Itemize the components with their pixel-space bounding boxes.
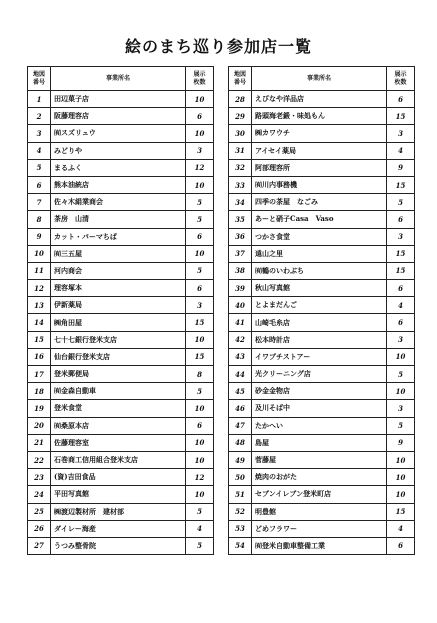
map-number-cell: 23 xyxy=(28,469,51,486)
display-count-cell: 15 xyxy=(186,314,214,331)
business-name-cell: 阪藤理容店 xyxy=(51,108,186,125)
table-row xyxy=(229,383,415,400)
display-count-cell: 3 xyxy=(387,228,415,245)
header-map-no-line1: 地図 xyxy=(32,70,45,78)
map-number-cell: 31 xyxy=(229,142,252,159)
table-row xyxy=(28,486,214,503)
display-count-cell: 9 xyxy=(387,159,415,176)
display-count-cell: 10 xyxy=(387,469,415,486)
table-row xyxy=(28,262,214,279)
table-row xyxy=(28,434,214,451)
table-row xyxy=(229,314,415,331)
display-count-cell: 6 xyxy=(387,314,415,331)
display-count-cell: 3 xyxy=(387,400,415,417)
display-count-cell: 5 xyxy=(387,417,415,434)
map-number-cell: 12 xyxy=(28,280,51,297)
map-number-cell: 11 xyxy=(28,262,51,279)
display-count-cell: 10 xyxy=(186,451,214,468)
map-number-cell: 17 xyxy=(28,366,51,383)
display-count-cell: 6 xyxy=(387,280,415,297)
map-number-cell: 19 xyxy=(28,400,51,417)
business-name-cell: 焼肉のおがた xyxy=(252,469,387,486)
header-display-count xyxy=(186,67,214,91)
business-name-cell: (資)吉田食品 xyxy=(51,469,186,486)
table-row xyxy=(229,537,415,554)
page-title: 絵のまち巡り参加店一覧 xyxy=(124,37,312,56)
map-number-cell: 15 xyxy=(28,331,51,348)
display-count-cell: 3 xyxy=(387,331,415,348)
table-row xyxy=(229,503,415,520)
map-number-cell: 22 xyxy=(28,451,51,468)
business-name-cell: アイセイ薬局 xyxy=(252,142,387,159)
business-name-cell: 山崎毛糸店 xyxy=(252,314,387,331)
table-row xyxy=(28,211,214,228)
business-name-cell: ㈲桑原本店 xyxy=(51,417,186,434)
map-number-cell: 14 xyxy=(28,314,51,331)
display-count-cell: 10 xyxy=(387,451,415,468)
table-row xyxy=(28,537,214,554)
business-name-cell: うつみ整骨院 xyxy=(51,537,186,554)
map-number-cell: 7 xyxy=(28,194,51,211)
map-number-cell: 41 xyxy=(229,314,252,331)
table-row xyxy=(28,348,214,365)
display-count-cell: 4 xyxy=(387,520,415,537)
business-name-cell: ㈲登米自動車整備工業 xyxy=(252,537,387,554)
table-row xyxy=(229,486,415,503)
display-count-cell: 6 xyxy=(387,91,415,108)
map-number-cell: 20 xyxy=(28,417,51,434)
display-count-cell: 15 xyxy=(387,262,415,279)
table-row xyxy=(28,366,214,383)
table-row xyxy=(28,245,214,262)
display-count-cell: 15 xyxy=(387,108,415,125)
business-name-cell: つかさ食堂 xyxy=(252,228,387,245)
business-name-cell: セブンイレブン登米町店 xyxy=(252,486,387,503)
map-number-cell: 47 xyxy=(229,417,252,434)
display-count-cell: 8 xyxy=(186,366,214,383)
business-name-cell: 伊新薬局 xyxy=(51,297,186,314)
business-name-cell: あーと硝子Casa Vaso xyxy=(252,211,387,228)
business-name-cell: 四季の茶屋 なごみ xyxy=(252,194,387,211)
map-number-cell: 48 xyxy=(229,434,252,451)
business-name-cell: ㈲スズリュウ xyxy=(51,125,186,142)
table-row xyxy=(28,280,214,297)
map-number-cell: 13 xyxy=(28,297,51,314)
display-count-cell: 5 xyxy=(186,194,214,211)
table-row xyxy=(28,108,214,125)
display-count-cell: 6 xyxy=(387,211,415,228)
display-count-cell: 3 xyxy=(387,125,415,142)
table-row xyxy=(229,125,415,142)
display-count-cell: 12 xyxy=(186,159,214,176)
display-count-cell: 3 xyxy=(186,297,214,314)
display-count-cell: 12 xyxy=(186,469,214,486)
business-name-cell: 田辺菓子店 xyxy=(51,91,186,108)
shop-table-right xyxy=(228,66,415,555)
display-count-cell: 10 xyxy=(186,245,214,262)
business-name-cell: ㈲三五屋 xyxy=(51,245,186,262)
display-count-cell: 5 xyxy=(387,194,415,211)
display-count-cell: 6 xyxy=(186,108,214,125)
map-number-cell: 40 xyxy=(229,297,252,314)
map-number-cell: 38 xyxy=(229,262,252,279)
map-number-cell: 36 xyxy=(229,228,252,245)
table-row xyxy=(229,348,415,365)
map-number-cell: 44 xyxy=(229,366,252,383)
business-name-cell: 理容塚本 xyxy=(51,280,186,297)
display-count-cell: 3 xyxy=(186,142,214,159)
map-number-cell: 52 xyxy=(229,503,252,520)
business-name-cell: 路頭海老鍛・味処もん xyxy=(252,108,387,125)
table-row xyxy=(229,194,415,211)
business-name-cell: 島屋 xyxy=(252,434,387,451)
map-number-cell: 33 xyxy=(229,176,252,193)
business-name-cell: どめフラワー xyxy=(252,520,387,537)
business-name-cell: 遠山之里 xyxy=(252,245,387,262)
table-row xyxy=(28,520,214,537)
table-body-left xyxy=(28,91,214,555)
table-row xyxy=(229,331,415,348)
display-count-cell: 9 xyxy=(387,434,415,451)
map-number-cell: 53 xyxy=(229,520,252,537)
display-count-cell: 6 xyxy=(186,280,214,297)
display-count-cell: 5 xyxy=(186,537,214,554)
table-row xyxy=(28,451,214,468)
business-name-cell: ㈱角田屋 xyxy=(51,314,186,331)
map-number-cell: 50 xyxy=(229,469,252,486)
map-number-cell: 45 xyxy=(229,383,252,400)
header-display-count-line2: 枚数 xyxy=(394,78,407,86)
map-number-cell: 10 xyxy=(28,245,51,262)
display-count-cell: 15 xyxy=(387,176,415,193)
table-row xyxy=(229,108,415,125)
header-display-count-line1: 展示 xyxy=(193,70,206,78)
map-number-cell: 51 xyxy=(229,486,252,503)
map-number-cell: 27 xyxy=(28,537,51,554)
map-number-cell: 8 xyxy=(28,211,51,228)
business-name-cell: 石巻商工信用組合登米支店 xyxy=(51,451,186,468)
map-number-cell: 54 xyxy=(229,537,252,554)
display-count-cell: 10 xyxy=(387,486,415,503)
table-row xyxy=(229,297,415,314)
display-count-cell: 5 xyxy=(387,366,415,383)
table-row xyxy=(229,400,415,417)
map-number-cell: 21 xyxy=(28,434,51,451)
business-name-cell: 砂金金物店 xyxy=(252,383,387,400)
display-count-cell: 15 xyxy=(387,503,415,520)
business-name-cell: 登米食堂 xyxy=(51,400,186,417)
table-row xyxy=(28,125,214,142)
map-number-cell: 30 xyxy=(229,125,252,142)
table-row xyxy=(229,451,415,468)
display-count-cell: 5 xyxy=(186,211,214,228)
business-name-cell: 登米郵便局 xyxy=(51,366,186,383)
table-row xyxy=(28,400,214,417)
map-number-cell: 42 xyxy=(229,331,252,348)
business-name-cell: みどりや xyxy=(51,142,186,159)
business-name-cell: 秋山写真館 xyxy=(252,280,387,297)
business-name-cell: ㈱カワウチ xyxy=(252,125,387,142)
display-count-cell: 6 xyxy=(186,417,214,434)
table-row xyxy=(28,314,214,331)
table-row xyxy=(229,91,415,108)
business-name-cell: 茶房 山清 xyxy=(51,211,186,228)
table-row xyxy=(28,297,214,314)
table-row xyxy=(229,211,415,228)
table-header-row xyxy=(229,67,415,91)
business-name-cell: とよまだんご xyxy=(252,297,387,314)
table-row xyxy=(229,280,415,297)
table-row xyxy=(229,262,415,279)
business-name-cell: 松本時計店 xyxy=(252,331,387,348)
table-row xyxy=(229,434,415,451)
table-row xyxy=(229,159,415,176)
table-row xyxy=(28,159,214,176)
header-map-no xyxy=(28,67,51,91)
display-count-cell: 10 xyxy=(186,91,214,108)
map-number-cell: 35 xyxy=(229,211,252,228)
header-business-name: 事業所名 xyxy=(252,67,387,91)
business-name-cell: 明豊館 xyxy=(252,503,387,520)
table-row xyxy=(28,228,214,245)
business-name-cell: 河内商会 xyxy=(51,262,186,279)
table-row xyxy=(28,383,214,400)
display-count-cell: 5 xyxy=(186,383,214,400)
business-name-cell: えびなや洋品店 xyxy=(252,91,387,108)
display-count-cell: 6 xyxy=(387,537,415,554)
display-count-cell: 10 xyxy=(186,434,214,451)
display-count-cell: 4 xyxy=(387,142,415,159)
business-name-cell: 佐々木絹業商会 xyxy=(51,194,186,211)
business-name-cell: 仙台銀行登米支店 xyxy=(51,348,186,365)
map-number-cell: 34 xyxy=(229,194,252,211)
display-count-cell: 10 xyxy=(186,331,214,348)
business-name-cell: まるふく xyxy=(51,159,186,176)
table-row xyxy=(229,245,415,262)
map-number-cell: 5 xyxy=(28,159,51,176)
table-row xyxy=(28,331,214,348)
map-number-cell: 25 xyxy=(28,503,51,520)
map-number-cell: 24 xyxy=(28,486,51,503)
business-name-cell: 七十七銀行登米支店 xyxy=(51,331,186,348)
table-header-row xyxy=(28,67,214,91)
business-name-cell: 熊本油統店 xyxy=(51,176,186,193)
map-number-cell: 4 xyxy=(28,142,51,159)
table-row xyxy=(229,142,415,159)
map-number-cell: 6 xyxy=(28,176,51,193)
map-number-cell: 1 xyxy=(28,91,51,108)
header-display-count xyxy=(387,67,415,91)
table-row xyxy=(28,417,214,434)
display-count-cell: 4 xyxy=(387,297,415,314)
business-name-cell: 及川そば中 xyxy=(252,400,387,417)
table-row xyxy=(229,520,415,537)
display-count-cell: 5 xyxy=(186,262,214,279)
map-number-cell: 2 xyxy=(28,108,51,125)
business-name-cell: たかへい xyxy=(252,417,387,434)
map-number-cell: 39 xyxy=(229,280,252,297)
map-number-cell: 9 xyxy=(28,228,51,245)
table-row xyxy=(229,366,415,383)
business-name-cell: ㈲川内事務機 xyxy=(252,176,387,193)
table-row xyxy=(28,503,214,520)
map-number-cell: 28 xyxy=(229,91,252,108)
header-business-name: 事業所名 xyxy=(51,67,186,91)
map-number-cell: 32 xyxy=(229,159,252,176)
map-number-cell: 29 xyxy=(229,108,252,125)
business-name-cell: ㈲鶴のいわぶち xyxy=(252,262,387,279)
display-count-cell: 10 xyxy=(186,400,214,417)
table-row xyxy=(229,417,415,434)
display-count-cell: 6 xyxy=(186,228,214,245)
table-row xyxy=(229,228,415,245)
display-count-cell: 10 xyxy=(186,176,214,193)
business-name-cell: 平田写真館 xyxy=(51,486,186,503)
display-count-cell: 10 xyxy=(186,125,214,142)
header-display-count-line2: 枚数 xyxy=(193,78,206,86)
header-map-no xyxy=(229,67,252,91)
map-number-cell: 16 xyxy=(28,348,51,365)
business-name-cell: カット・パーマちば xyxy=(51,228,186,245)
table-row xyxy=(28,194,214,211)
shop-table-left xyxy=(27,66,214,555)
table-body-right xyxy=(229,91,415,555)
display-count-cell: 10 xyxy=(186,486,214,503)
business-name-cell: 菅藤屋 xyxy=(252,451,387,468)
table-row xyxy=(229,469,415,486)
header-map-no-line2: 番号 xyxy=(32,78,45,86)
header-map-no-line2: 番号 xyxy=(233,78,246,86)
display-count-cell: 15 xyxy=(387,245,415,262)
business-name-cell: 光クリーニング店 xyxy=(252,366,387,383)
display-count-cell: 10 xyxy=(387,383,415,400)
table-row xyxy=(28,469,214,486)
business-name-cell: 佐藤理容室 xyxy=(51,434,186,451)
business-name-cell: ダイレー海産 xyxy=(51,520,186,537)
table-row xyxy=(28,91,214,108)
table-row xyxy=(229,176,415,193)
business-name-cell: ㈲金森自動車 xyxy=(51,383,186,400)
table-row xyxy=(28,176,214,193)
business-name-cell: 阿部理容所 xyxy=(252,159,387,176)
map-number-cell: 37 xyxy=(229,245,252,262)
map-number-cell: 26 xyxy=(28,520,51,537)
business-name-cell: イワプチストアー xyxy=(252,348,387,365)
header-map-no-line1: 地図 xyxy=(233,70,246,78)
table-row xyxy=(28,142,214,159)
business-name-cell: ㈱渡辺製材所 建材部 xyxy=(51,503,186,520)
display-count-cell: 15 xyxy=(186,348,214,365)
display-count-cell: 4 xyxy=(186,520,214,537)
map-number-cell: 46 xyxy=(229,400,252,417)
map-number-cell: 18 xyxy=(28,383,51,400)
map-number-cell: 43 xyxy=(229,348,252,365)
display-count-cell: 10 xyxy=(387,348,415,365)
map-number-cell: 3 xyxy=(28,125,51,142)
map-number-cell: 49 xyxy=(229,451,252,468)
header-display-count-line1: 展示 xyxy=(394,70,407,78)
display-count-cell: 5 xyxy=(186,503,214,520)
